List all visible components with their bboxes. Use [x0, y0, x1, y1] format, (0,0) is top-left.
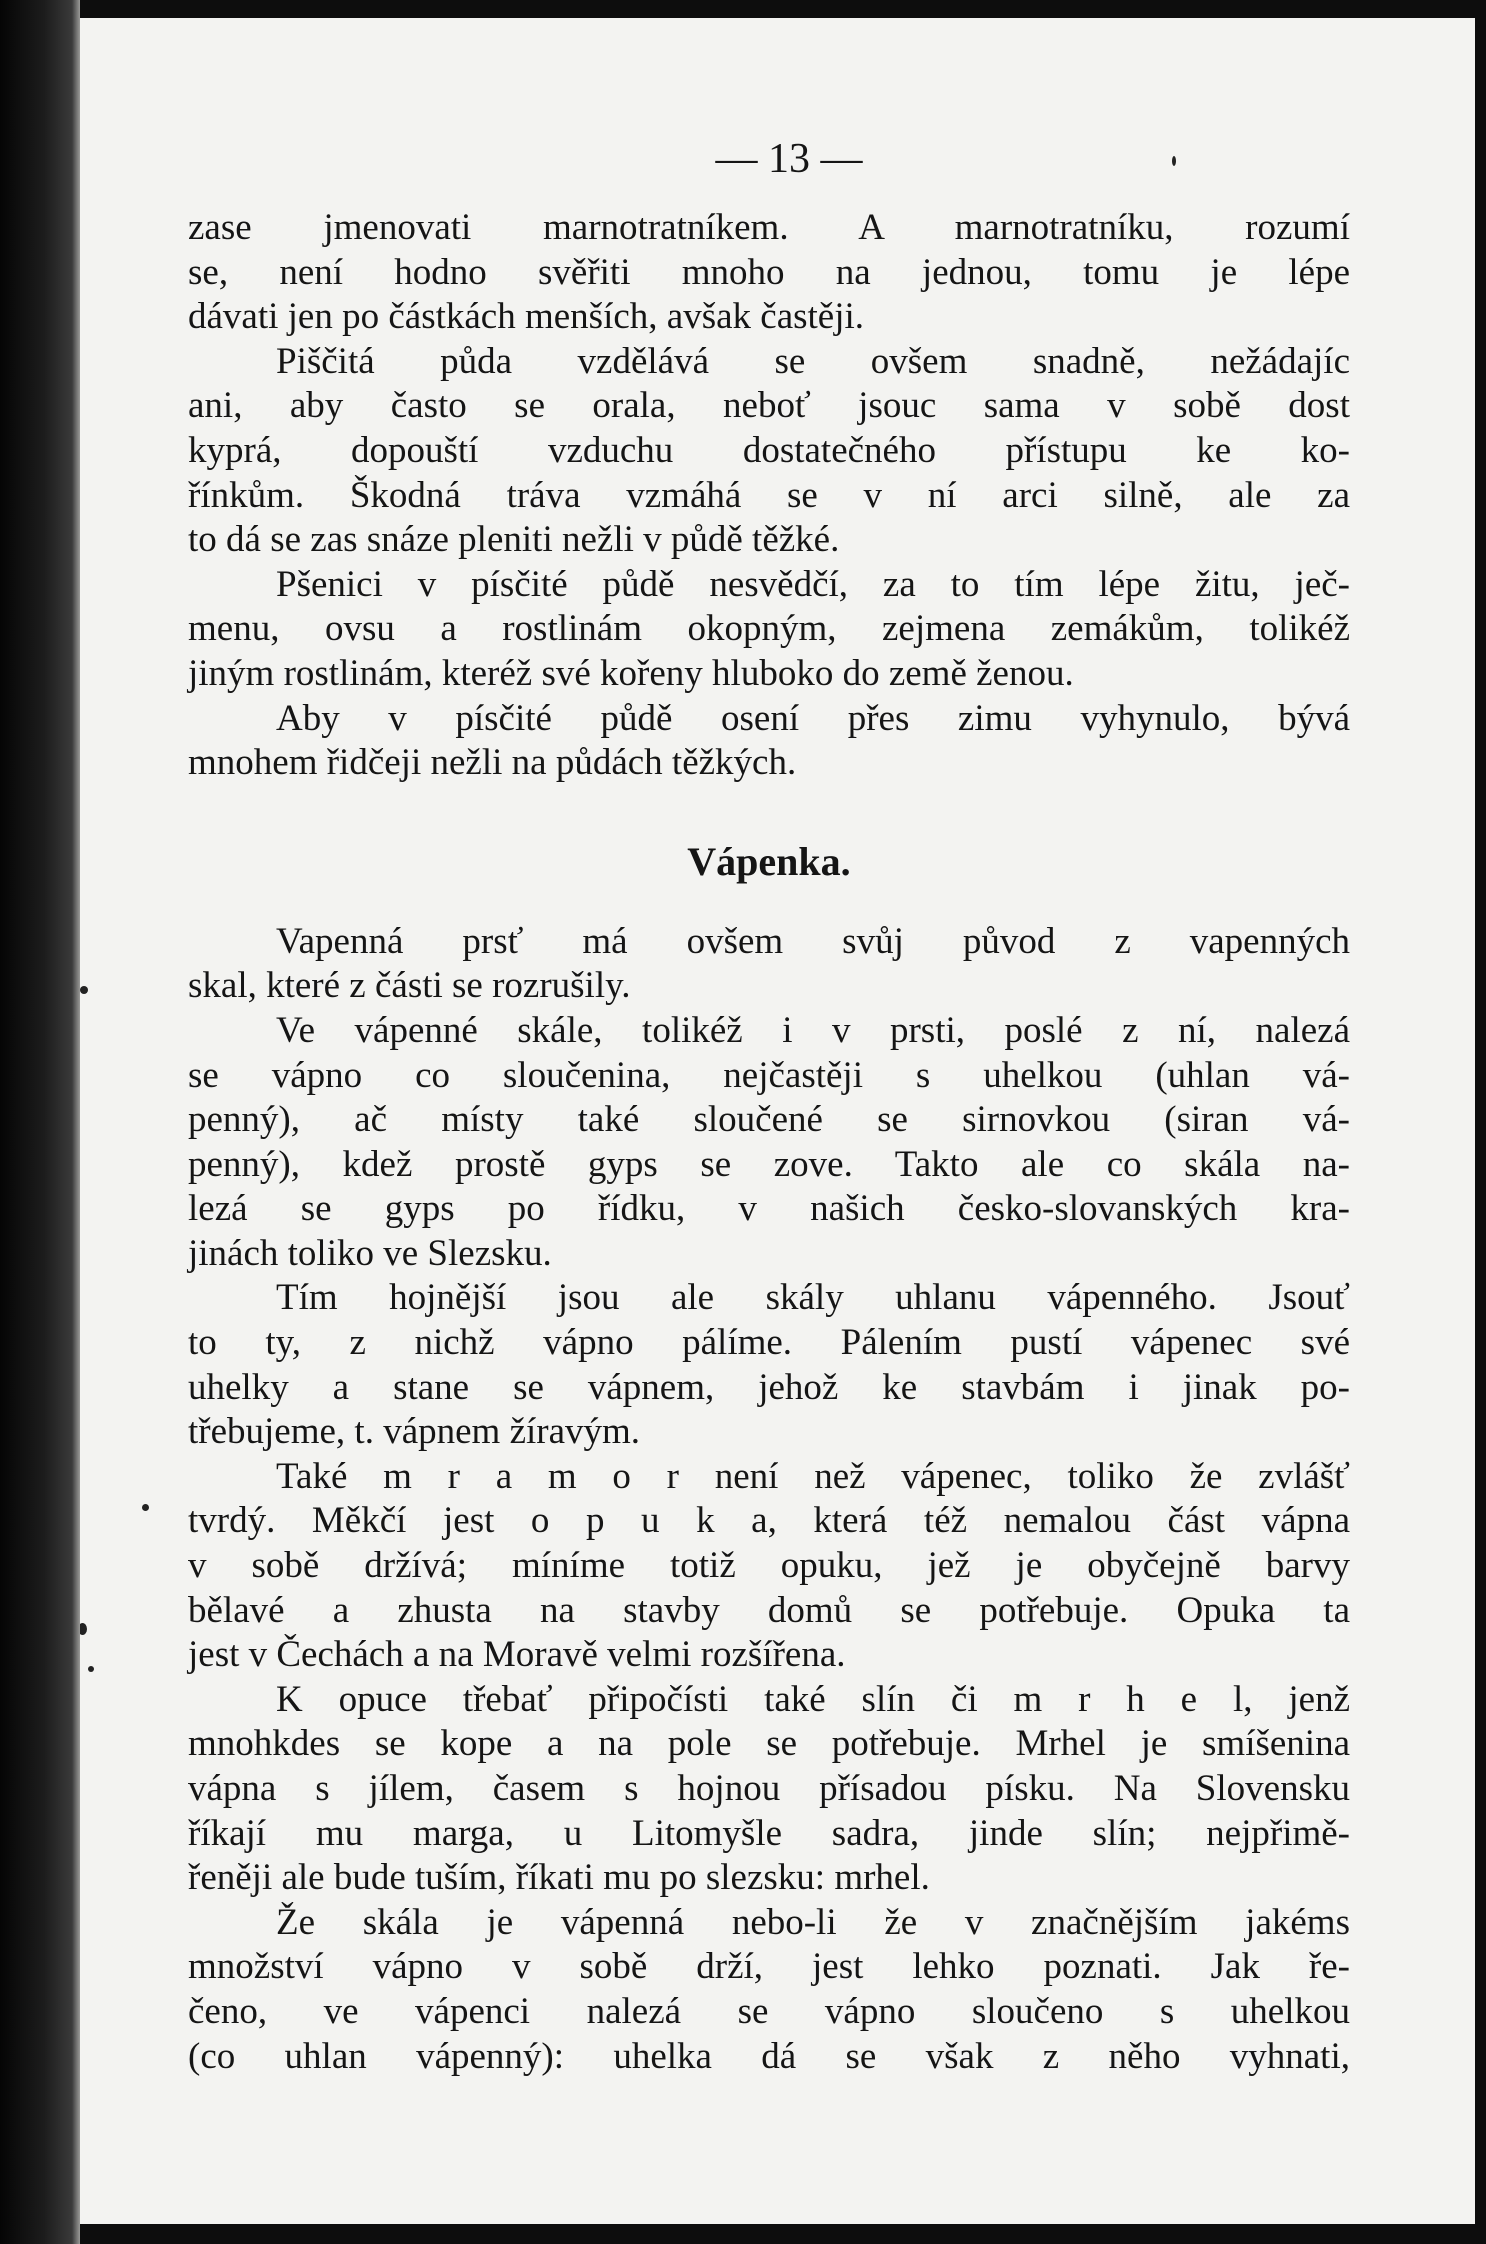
text-line: (co uhlan vápenný): uhelka dá se však z něho vyhnati, — [188, 2035, 1350, 2077]
text-line: mnohkdes se kope a na pole se potřebuje. Mrhel je smíšenina — [188, 1723, 1350, 1765]
print-speck — [80, 986, 88, 994]
text-line: Že skála je vápenná nebo-li že v značnějším jakéms — [276, 1901, 1350, 1943]
paragraph — [188, 206, 1350, 340]
text-line: penný), kdež prostě gyps se zove. Takto ale co skála na- — [188, 1143, 1350, 1185]
text-line: Aby v písčité půdě osení přes zimu vyhynulo, bývá — [276, 697, 1350, 739]
text-line: tvrdý. Měkčí jest o p u k a, která též nemalou část vápna — [188, 1500, 1350, 1542]
text-line: se, není hodno svěřiti mnoho na jednou, tomu je lépe — [188, 251, 1350, 293]
page-binding-shadow — [0, 0, 80, 2244]
text-line: K opuce třebať připočísti také slín či m r h e l, jenž — [276, 1678, 1350, 1720]
text-line: v sobě držívá; míníme totiž opuku, jež je obyčejně barvy — [188, 1545, 1350, 1587]
text-line: třebujeme, t. vápnem žíravým. — [188, 1411, 641, 1453]
text-line: skal, které z části se rozrušily. — [188, 965, 631, 1007]
text-line: množství vápno v sobě drží, jest lehko poznati. Jak ře- — [188, 1946, 1350, 1988]
text-line: jest v Čechách a na Moravě velmi rozšířena. — [188, 1634, 846, 1676]
print-speck — [80, 1623, 87, 1635]
paragraph — [188, 563, 1350, 697]
text-line: jinách toliko ve Slezsku. — [188, 1232, 552, 1274]
paragraph — [188, 1009, 1350, 1277]
text-line: čeno, ve vápenci nalezá se vápno sloučeno s uhelkou — [188, 1990, 1350, 2032]
section-heading: Vápenka. — [687, 838, 851, 884]
text-line: Také m r a m o r není než vápenec, toliko že zvlášť — [276, 1455, 1350, 1497]
text-line: bělavé a zhusta na stavby domů se potřebuje. Opuka ta — [188, 1589, 1350, 1631]
text-line: Tím hojnější jsou ale skály uhlanu vápenného. Jsouť — [276, 1277, 1350, 1319]
text-line: zase jmenovati marnotratníkem. A marnotratníku, rozumí — [188, 207, 1350, 248]
text-line: se vápno co sloučenina, nejčastěji s uhelkou (uhlan vá- — [188, 1054, 1350, 1096]
book-page — [80, 18, 1475, 2224]
text-line: řínkům. Škodná tráva vzmáhá se v ní arci silně, ale za — [188, 474, 1350, 516]
text-line: Ve vápenné skále, tolikéž i v prsti, poslé z ní, nalezá — [276, 1009, 1350, 1051]
text-line: jiným rostlinám, kteréž své kořeny hluboko do země ženou. — [188, 652, 1074, 694]
text-section-bottom — [188, 920, 1350, 2079]
text-line: Pšenici v písčité půdě nesvědčí, za to tím lépe žitu, ječ- — [276, 563, 1350, 605]
text-line: ani, aby často se orala, neboť jsouc sama v sobě dost — [188, 385, 1350, 427]
text-line: mnohem řidčeji nežli na půdách těžkých. — [188, 742, 797, 784]
paragraph — [188, 1455, 1350, 1678]
text-line: dávati jen po částkách menších, avšak častěji. — [188, 296, 865, 338]
text-line: řeněji ale bude tuším, říkati mu po slezsku: mrhel. — [188, 1857, 930, 1899]
text-line: říkají mu marga, u Litomyšle sadra, jinde slín; nejpřimě- — [188, 1812, 1350, 1854]
text-line: penný), ač místy také sloučené se sirnovkou (siran vá- — [188, 1099, 1350, 1141]
text-line: kyprá, dopouští vzduchu dostatečného přístupu ke ko- — [188, 429, 1350, 471]
print-speck — [142, 1504, 149, 1511]
print-speck — [88, 1666, 94, 1672]
text-line: Piščitá půda vzdělává se ovšem snadně, nežádajíc — [276, 340, 1350, 382]
text-section-top — [188, 206, 1350, 786]
paragraph — [188, 697, 1350, 786]
text-line: uhelky a stane se vápnem, jehož ke stavbám i jinak po- — [188, 1366, 1350, 1408]
paragraph — [188, 920, 1350, 1009]
page-text — [188, 134, 1350, 2079]
page-number: — 13 — — [715, 136, 863, 182]
paragraph — [188, 1901, 1350, 2079]
text-line: to ty, z nichž vápno pálíme. Pálením pustí vápenec své — [188, 1322, 1350, 1364]
text-line: to dá se zas snáze pleniti nežli v půdě těžké. — [188, 519, 840, 561]
text-line: lezá se gyps po řídku, v našich česko-slovanských kra- — [188, 1188, 1350, 1230]
text-line: menu, ovsu a rostlinám okopným, zejmena zemákům, tolikéž — [188, 608, 1350, 650]
paragraph — [188, 1276, 1350, 1454]
paragraph — [188, 1678, 1350, 1901]
text-line: Vapenná prsť má ovšem svůj původ z vapenných — [276, 920, 1350, 962]
paragraph — [188, 340, 1350, 563]
text-line: vápna s jílem, časem s hojnou přísadou písku. Na Slovensku — [188, 1768, 1350, 1809]
